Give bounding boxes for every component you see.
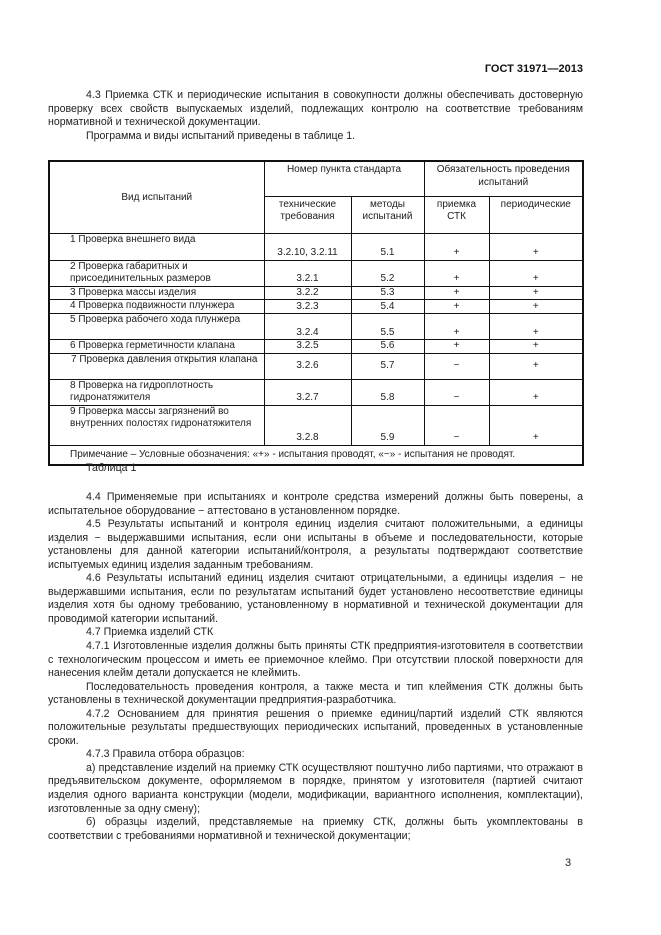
tech-req-cell: 3.2.8 <box>264 405 351 445</box>
table-reference-paragraph: Программа и виды испытаний приведены в таблице 1. <box>86 129 356 142</box>
method-cell: 5.8 <box>351 379 424 405</box>
paragraph-4-3: 4.3 Приемка СТК и периодические испытания в совокупности должны обеспечивать достоверную проверку всех свойств выпускаемых изделий, подлежащих контролю на соответствие требованиям нормативной и технической документации. <box>48 89 583 129</box>
tech-req-cell: 3.2.3 <box>264 300 351 314</box>
table-row <box>49 300 583 314</box>
periodic-cell: + <box>489 340 583 354</box>
document-id: ГОСТ 31971—2013 <box>484 63 583 75</box>
table-note: Примечание – Условные обозначения: «+» - испытания проводят, «−» - испытания не проводят. <box>49 445 583 465</box>
header-tech-req: технические требования <box>264 196 351 233</box>
header-methods: методы испытаний <box>351 196 424 233</box>
body-section <box>48 491 583 843</box>
method-cell: 5.2 <box>351 260 424 286</box>
method-cell: 5.6 <box>351 340 424 354</box>
test-name: 4 Проверка подвижности плунжера <box>49 300 264 314</box>
test-name: 3 Проверка массы изделия <box>49 286 264 300</box>
test-name: 1 Проверка внешнего вида <box>49 233 264 260</box>
table-row <box>49 353 583 379</box>
tests-table <box>48 160 584 466</box>
periodic-cell: + <box>489 353 583 379</box>
periodic-cell: + <box>489 286 583 300</box>
body-paragraph: 4.7 Приемка изделий СТК <box>86 626 214 639</box>
acceptance-cell: − <box>424 353 489 379</box>
body-paragraph: Последовательность проведения контроля, а также места и тип клеймения СТК должны быть установлены в технической документации предприятия-разработчика. <box>48 680 583 707</box>
page-number: 3 <box>565 857 572 869</box>
body-paragraph: 4.7.3 Правила отбора образцов: <box>86 748 245 761</box>
periodic-cell: + <box>489 314 583 340</box>
tech-req-cell: 3.2.2 <box>264 286 351 300</box>
body-paragraph: 4.6 Результаты испытаний единиц изделия считают отрицательными, а единицы изделия − не выдержавшими испытания, если по результатам испытаний будет установлено несоответствие единицы изделия хотя бы одному требованию, установленному в нормативной и технической документации для проводимой категории испытаний. <box>48 572 583 625</box>
test-name: 6 Проверка герметичности клапана <box>49 340 264 354</box>
body-paragraph: 4.5 Результаты испытаний и контроля единиц изделия считают положительными, а единицы изделия − выдержавшими испытания, если они испытаны в объеме и последовательности, которые установлены для данной категории испытаний/контроля, а результаты подтверждают соответствие испытуемых единиц изделия заданным требованиям. <box>48 518 583 571</box>
test-name: 9 Проверка массы загрязнений во внутренних полостях гидронатяжителя <box>49 405 264 445</box>
header-mandatory-group: Обязательность проведения испытаний <box>424 161 583 196</box>
table-row <box>49 314 583 340</box>
tech-req-cell: 3.2.1 <box>264 260 351 286</box>
periodic-cell: + <box>489 260 583 286</box>
method-cell: 5.3 <box>351 286 424 300</box>
intro-section <box>48 89 583 143</box>
test-name: 7 Проверка давления открытия клапана <box>49 353 264 379</box>
table-caption: Таблица 1 <box>86 462 137 474</box>
test-name: 5 Проверка рабочего хода плунжера <box>49 314 264 340</box>
header-periodic: периодические <box>489 196 583 233</box>
acceptance-cell: + <box>424 233 489 260</box>
acceptance-cell: + <box>424 260 489 286</box>
tech-req-cell: 3.2.7 <box>264 379 351 405</box>
header-acceptance: приемка СТК <box>424 196 489 233</box>
test-name: 8 Проверка на гидроплотность гидронатяжителя <box>49 379 264 405</box>
tech-req-cell: 3.2.5 <box>264 340 351 354</box>
table-row <box>49 233 583 260</box>
acceptance-cell: − <box>424 405 489 445</box>
acceptance-cell: − <box>424 379 489 405</box>
periodic-cell: + <box>489 379 583 405</box>
header-test-type: Вид испытаний <box>49 161 264 233</box>
periodic-cell: + <box>489 233 583 260</box>
method-cell: 5.4 <box>351 300 424 314</box>
tech-req-cell: 3.2.4 <box>264 314 351 340</box>
body-paragraph: б) образцы изделий, представляемые на приемку СТК, должны быть укомплектованы в соответствии с требованиями нормативной и технической документации; <box>48 816 583 842</box>
test-name: 2 Проверка габаритных и присоединительных размеров <box>49 260 264 286</box>
table-row <box>49 286 583 300</box>
acceptance-cell: + <box>424 300 489 314</box>
header-clause-group: Номер пункта стандарта <box>264 161 424 196</box>
periodic-cell: + <box>489 300 583 314</box>
acceptance-cell: + <box>424 340 489 354</box>
table-row <box>49 340 583 354</box>
tech-req-cell: 3.2.10, 3.2.11 <box>264 233 351 260</box>
body-paragraph: а) представление изделий на приемку СТК осуществляют поштучно либо партиями, что отражают в предъявительском документе, оформляемом в порядке, принятом у изготовителя (партией считают изделия одного варианта конструкции (модели, модификации, вариантного исполнения, комплектации), изготовленные за одну смену); <box>48 761 583 815</box>
table-row <box>49 405 583 445</box>
acceptance-cell: + <box>424 286 489 300</box>
table-row <box>49 379 583 405</box>
body-paragraph: 4.4 Применяемые при испытаниях и контроле средства измерений должны быть поверены, а испытательное оборудование − аттестовано в установленном порядке. <box>48 491 583 517</box>
method-cell: 5.9 <box>351 405 424 445</box>
periodic-cell: + <box>489 405 583 445</box>
tech-req-cell: 3.2.6 <box>264 353 351 379</box>
method-cell: 5.5 <box>351 314 424 340</box>
acceptance-cell: + <box>424 314 489 340</box>
body-paragraph: 4.7.1 Изготовленные изделия должны быть приняты СТК предприятия-изготовителя в соответствии с технологическим процессом и иметь ее приемочное клеймо. При отсутствии плоской поверхности для нанесения клейм детали допускается не клеймить. <box>48 640 583 680</box>
table-body <box>49 233 583 445</box>
body-paragraph: 4.7.2 Основанием для принятия решения о приемке единиц/партий изделий СТК являются положительные результаты предшествующих периодических испытаний, проведенных в установленные сроки. <box>48 707 583 747</box>
method-cell: 5.7 <box>351 353 424 379</box>
table-row <box>49 260 583 286</box>
method-cell: 5.1 <box>351 233 424 260</box>
